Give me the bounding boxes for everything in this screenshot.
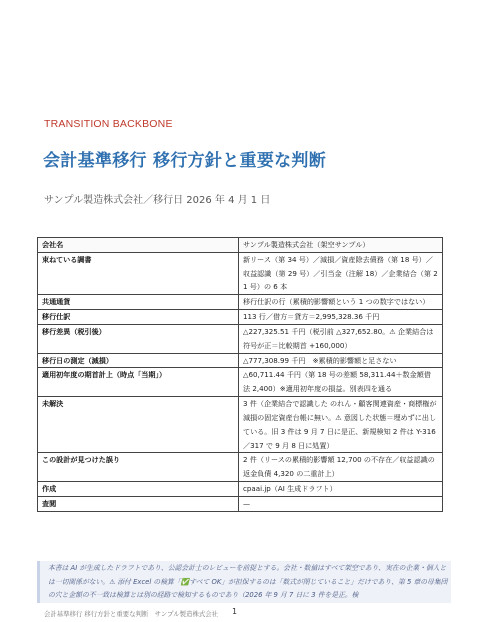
table-row	[38, 310, 443, 325]
row-value: 2 件（リースの累積的影響額 12,700 の不存在／収益認識の返金負債 4,320 の二重計上）	[239, 453, 443, 482]
table-row	[38, 252, 443, 294]
row-value: cpaai.jp（AI 生成ドラフト）	[239, 482, 443, 497]
row-value: △227,325.51 千円（税引前 △327,652.80。⚠ 企業結合は符号が正＝比較期首 +160,000）	[239, 324, 443, 353]
row-value: サンプル製造株式会社（架空サンプル）	[239, 238, 443, 253]
table-row	[38, 324, 443, 353]
row-value: △60,711.44 千円（第 18 号の差額 58,311.44＋数金額借法 2,400）※適用初年度の損益。別表四を通る	[239, 368, 443, 397]
row-value: 移行仕訳の行（累積的影響額という 1 つの数字ではない）	[239, 295, 443, 310]
table-row	[38, 368, 443, 397]
table-row	[38, 482, 443, 497]
row-label: 会社名	[38, 238, 239, 253]
disclaimer-note: 本書は AI が生成したドラフトであり、公認会計士のレビューを前提とする。会社・数値はすべて架空であり、実在の企業・個人とは一切関係がない。⚠ 添付 Excel の検算「✅すべて OK」が担保するのは「数式が閉じていること」だけであり、第 5 章の母集団の穴と金額の不一致は検算とは別の経路で検知するものであり（2026 年 9 月 7 日に 3 件を是正。検	[37, 561, 451, 603]
page-footer: 会計基準移行 移行方針と重要な判断 サンプル製造株式会社	[44, 610, 219, 618]
row-label: 移行日の測定（減損）	[38, 353, 239, 368]
row-label: 移行差異（税引後）	[38, 324, 239, 353]
table-row	[38, 397, 443, 453]
row-value: 113 行／借方＝貸方＝2,995,328.36 千円	[239, 310, 443, 325]
document-kicker: TRANSITION BACKBONE	[44, 118, 173, 130]
table-row	[38, 295, 443, 310]
row-value: △777,308.99 千円 ※累積的影響額と足さない	[239, 353, 443, 368]
row-label: 未解決	[38, 397, 239, 453]
row-value: —	[239, 496, 443, 511]
document-subtitle: サンプル製造株式会社／移行日 2026 年 4 月 1 日	[44, 195, 271, 206]
page-number: 1	[232, 607, 238, 616]
row-label: この設計が見つけた誤り	[38, 453, 239, 482]
row-label: 適用初年度の期首計上（時点「当期」）	[38, 368, 239, 397]
table-row	[38, 496, 443, 511]
row-value: 3 件（企業結合で認識した のれん・顧客関連資産・商標権が減損の固定資産台帳に無い。⚠ 意図した状態＝埋めずに出している。旧 3 件は 9 月 7 日に是正、新規検知 2 件は Y-316／317 で 9 月 8 日に処置）	[239, 397, 443, 453]
summary-table	[37, 237, 443, 512]
row-label: 束ねている調書	[38, 252, 239, 294]
row-label: 共通通貨	[38, 295, 239, 310]
document-title: 会計基準移行 移行方針と重要な判断	[43, 151, 327, 171]
row-label: 査閲	[38, 496, 239, 511]
row-label: 作成	[38, 482, 239, 497]
table-row	[38, 238, 443, 253]
row-label: 移行仕訳	[38, 310, 239, 325]
row-value: 新リース（第 34 号）／減損／資産除去債務（第 18 号）／収益認識（第 29 号）／引当金（注解 18）／企業結合（第 21 号）の 6 本	[239, 252, 443, 294]
table-row	[38, 353, 443, 368]
table-row	[38, 453, 443, 482]
